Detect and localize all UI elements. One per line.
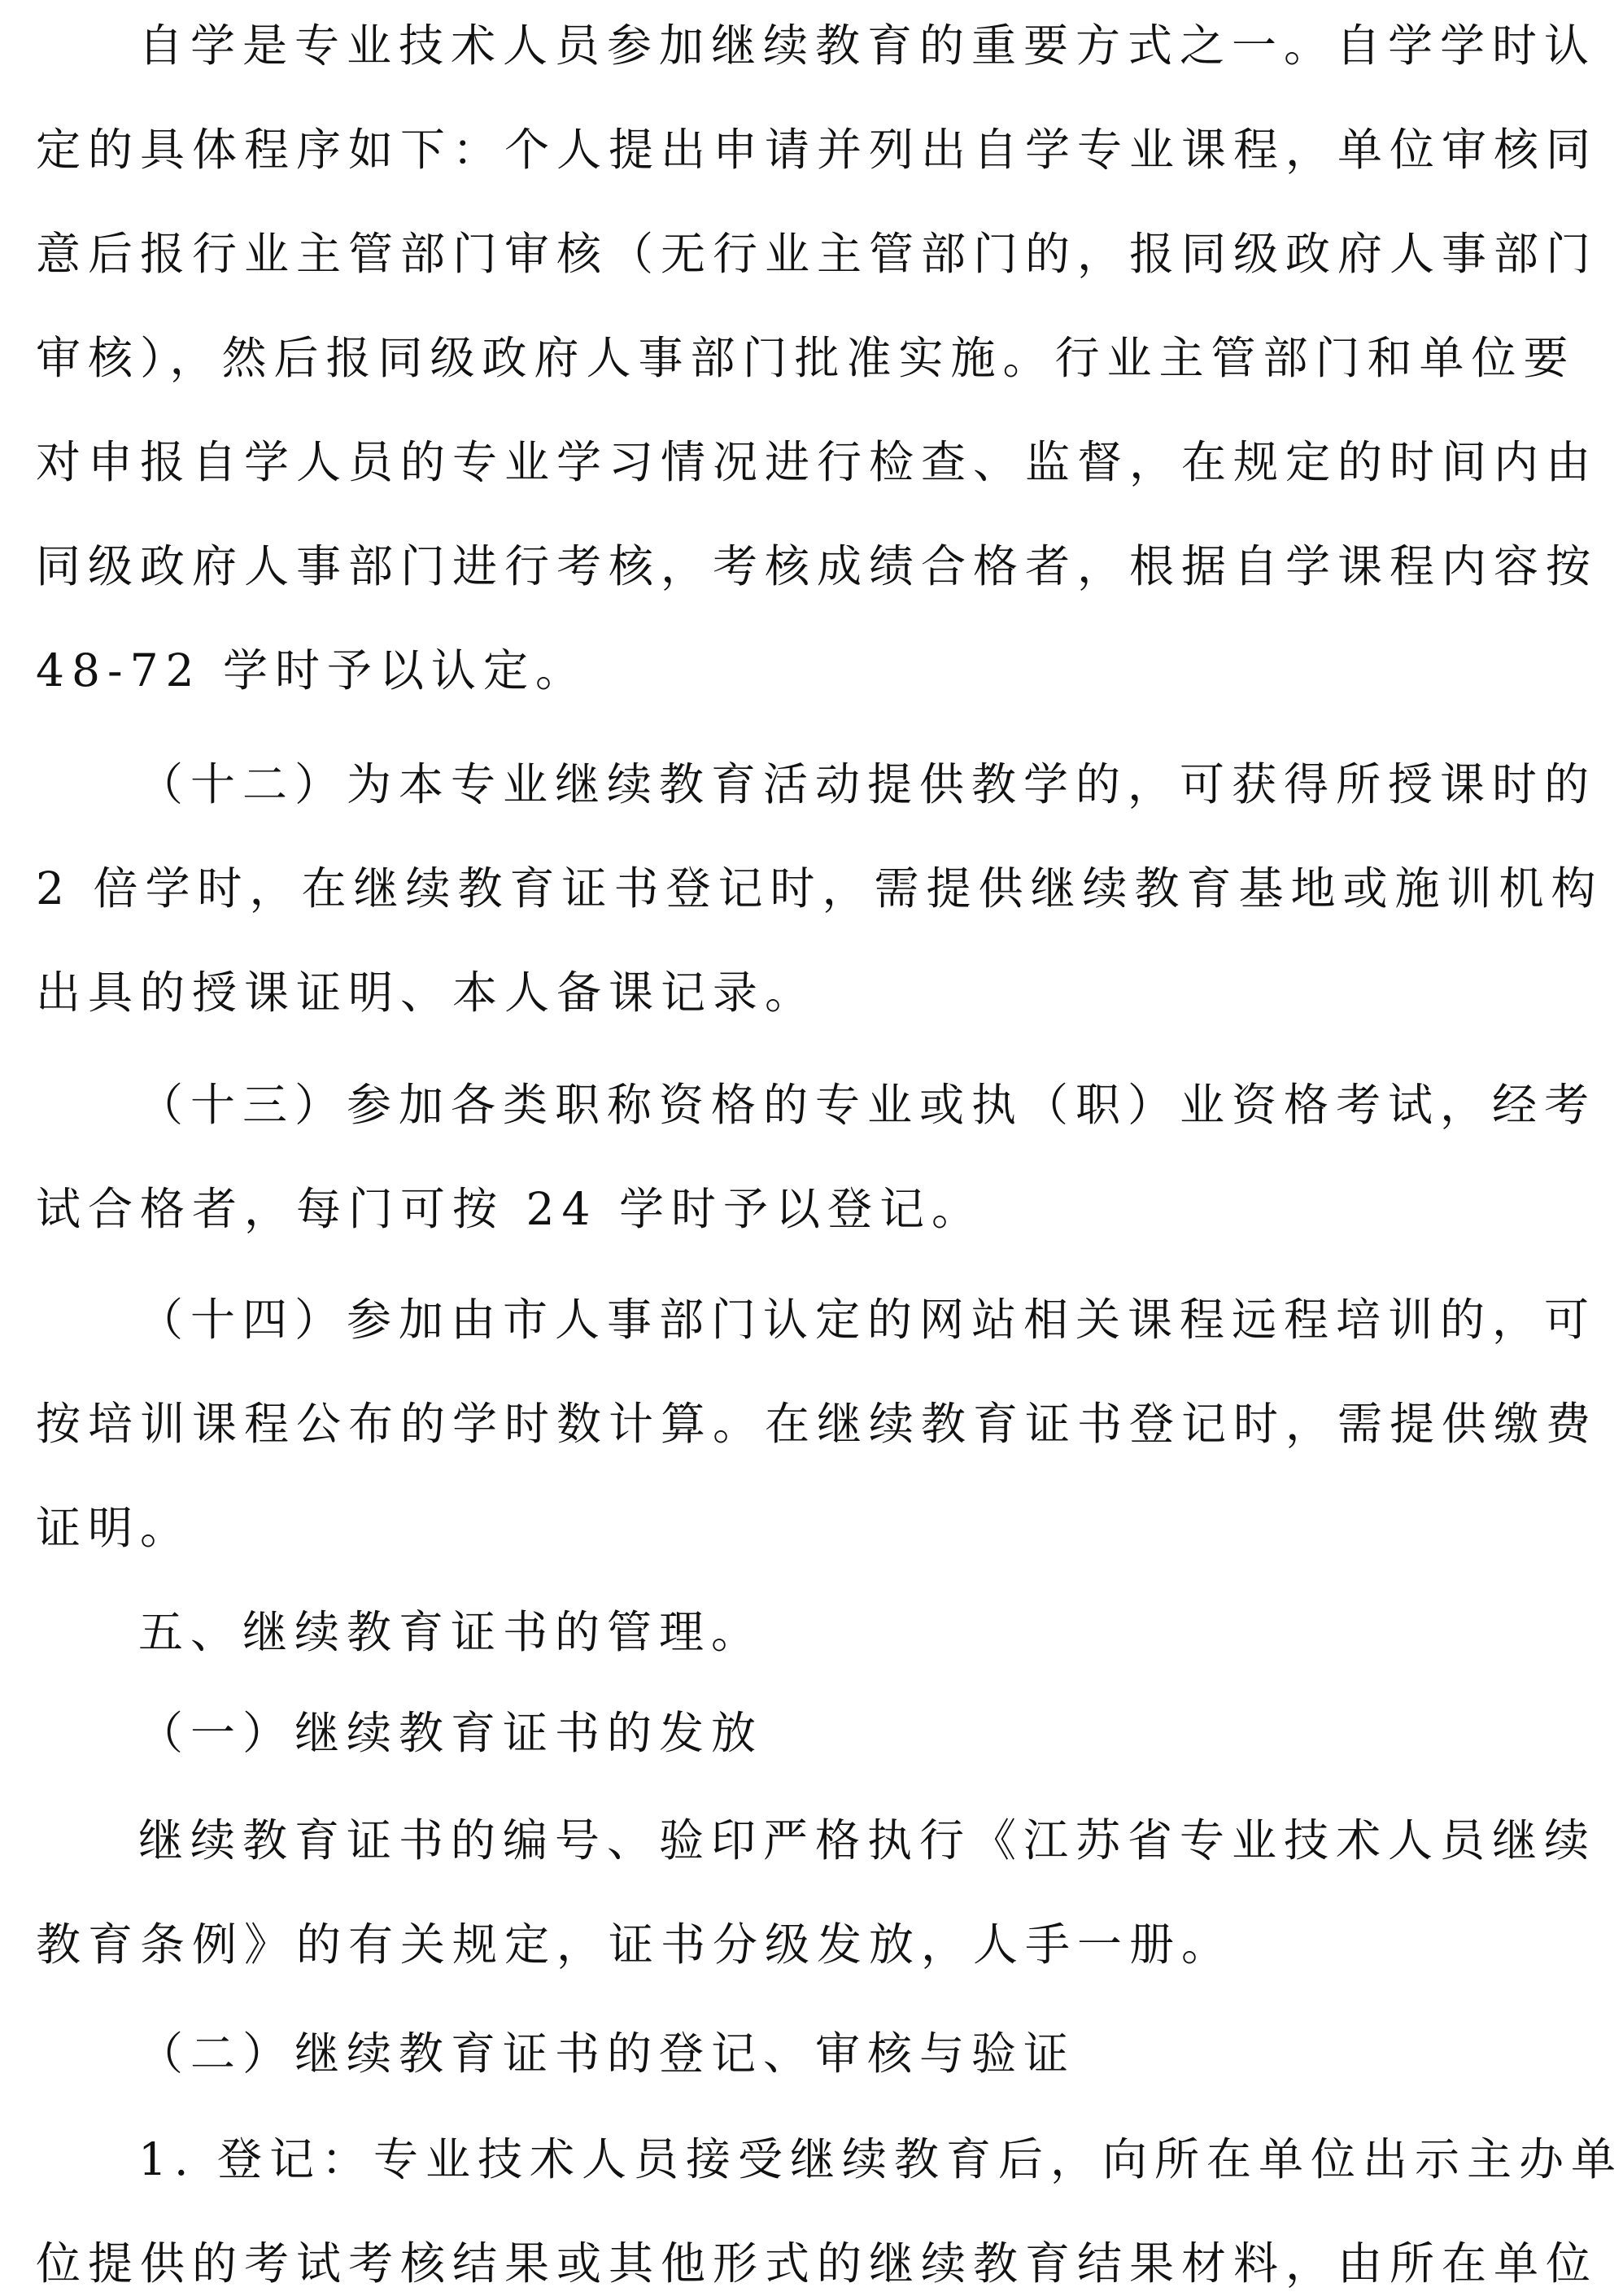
text-line: 意后报行业主管部门审核（无行业主管部门的，报同级政府人事部门 xyxy=(36,228,1599,280)
text-line: 位提供的考试考核结果或其他形式的继续教育结果材料，由所在单位 xyxy=(36,2237,1599,2289)
text-line: 同级政府人事部门进行考核，考核成绩合格者，根据自学课程内容按 xyxy=(36,540,1599,592)
text-line: 对申报自学人员的专业学习情况进行检查、监督，在规定的时间内由 xyxy=(36,436,1599,488)
text-line: 48-72 学时予以认定。 xyxy=(36,644,588,696)
text-line: （十四）参加由市人事部门认定的网站相关课程远程培训的，可 xyxy=(138,1294,1597,1346)
text-line: （十三）参加各类职称资格的专业或执（职）业资格考试，经考 xyxy=(138,1079,1597,1131)
subsection-heading: （一）继续教育证书的发放 xyxy=(138,1707,764,1759)
text-line: 证明。 xyxy=(36,1502,193,1554)
section-heading: 五、继续教育证书的管理。 xyxy=(138,1606,764,1658)
text-line: 出具的授课证明、本人备课记录。 xyxy=(36,967,818,1019)
text-line: 2 倍学时，在继续教育证书登记时，需提供继续教育基地或施训机构 xyxy=(36,862,1603,914)
text-line: 教育条例》的有关规定，证书分级发放，人手一册。 xyxy=(36,1918,1234,1971)
text-line: 按培训课程公布的学时数计算。在继续教育证书登记时，需提供缴费 xyxy=(36,1398,1599,1450)
subsection-heading: （二）继续教育证书的登记、审核与验证 xyxy=(138,2028,1076,2080)
text-line: 1. 登记：专业技术人员接受继续教育后，向所在单位出示主办单 xyxy=(138,2133,1623,2185)
text-line: 定的具体程序如下：个人提出申请并列出自学专业课程，单位审核同 xyxy=(36,124,1599,176)
text-line: 自学是专业技术人员参加继续教育的重要方式之一。自学学时认 xyxy=(138,20,1597,72)
text-line: 试合格者，每门可按 24 学时予以登记。 xyxy=(36,1183,984,1235)
text-line: （十二）为本专业继续教育活动提供教学的，可获得所授课时的 xyxy=(138,758,1597,810)
text-line: 继续教育证书的编号、验印严格执行《江苏省专业技术人员继续 xyxy=(138,1814,1597,1866)
text-line: 审核），然后报同级政府人事部门批准实施。行业主管部门和单位要 xyxy=(36,332,1576,384)
